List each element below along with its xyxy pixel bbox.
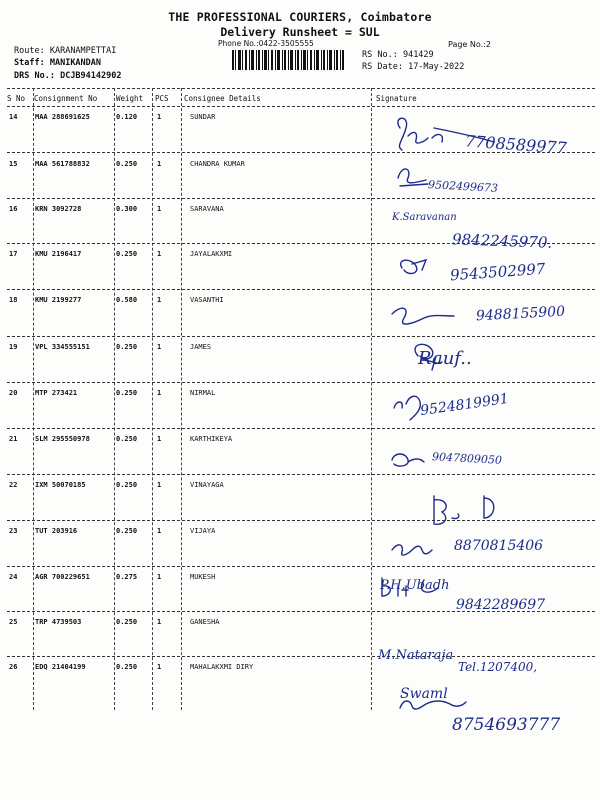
row-consignee: JAYALAKXMI [190,250,233,258]
rs-date-value: 17-May-2022 [408,62,465,72]
drs-label: DRS No.: [14,71,55,81]
row-consignee: SARAVANA [190,205,224,213]
col-weight: Weight [116,94,144,103]
signature-phone-21: 9047809050 [431,450,503,467]
row-consignee: KARTHIKEYA [190,435,233,443]
page-number: Page No.:2 [448,40,491,49]
row-consignee: CHANDRA KUMAR [190,160,245,168]
row-pcs: 1 [157,160,162,168]
row-sno: 26 [9,663,18,671]
col-consignment: Consignment No [34,94,98,103]
signature-tel-26: Tel.1207400, [458,660,538,674]
signature-name-24: P.H.Ubadh [380,578,450,593]
rs-no-line [362,50,434,60]
row-consignment-no: MAA 561788832 [35,160,90,168]
row-weight: 0.250 [116,389,138,397]
row-consignment-no: KMU 2199277 [35,296,82,304]
row-sno: 16 [9,205,18,213]
col-consignee: Consignee Details [184,94,261,103]
signature-phone-20: 9524819991 [419,390,510,420]
row-pcs: 1 [157,481,162,489]
row-consignment-no: KRN 3092728 [35,205,82,213]
col-sep [181,88,182,710]
table-header-rule [7,106,595,107]
row-consignment-no: KMU 2196417 [35,250,82,258]
signature-phone-14: 7708589977 [464,131,568,158]
rs-no-label: RS No.: [362,50,398,60]
table-top-rule [7,88,595,89]
row-weight: 0.250 [116,250,138,258]
row-consignee: VIJAYA [190,527,216,535]
row-weight: 0.250 [116,618,138,626]
row-pcs: 1 [157,573,162,581]
col-sep [152,88,153,710]
row-pcs: 1 [157,527,162,535]
row-pcs: 1 [157,113,162,121]
signature-phone-23: 8870815406 [454,538,544,554]
col-signature: Signature [376,94,417,103]
row-consignment-no: EDQ 21404199 [35,663,86,671]
row-pcs: 1 [157,205,162,213]
row-consignment-no: MTP 273421 [35,389,78,397]
col-sep [33,88,34,710]
row-consignment-no: SLM 295550978 [35,435,90,443]
row-consignee: NIRMAL [190,389,216,397]
signature-phone-16: 9842245970. [451,230,553,252]
signature-phone-24: 9842289697 [456,597,546,613]
row-consignment-no: MAA 288691625 [35,113,90,121]
row-weight: 0.250 [116,481,138,489]
row-consignee: VASANTHI [190,296,224,304]
rs-no-value: 941429 [402,50,434,60]
row-sno: 22 [9,481,18,489]
row-consignment-no: TUT 203916 [35,527,78,535]
row-weight: 0.300 [116,205,138,213]
row-sno: 24 [9,573,18,581]
row-consignee: JAMES [190,343,212,351]
row-consignee: GANESHA [190,618,220,626]
phone-number: Phone No.:0422-3505555 [218,39,314,48]
col-sep [114,88,115,710]
staff-line [14,58,101,68]
staff-label: Staff: [14,58,45,68]
row-sno: 14 [9,113,18,121]
drs-line [14,71,122,81]
row-consignee: SUNDAR [190,113,216,121]
row-weight: 0.250 [116,435,138,443]
row-weight: 0.580 [116,296,138,304]
row-pcs: 1 [157,663,162,671]
row-pcs: 1 [157,389,162,397]
row-sno: 19 [9,343,18,351]
signature-phone-17: 9543502997 [449,259,546,285]
row-sno: 25 [9,618,18,626]
row-weight: 0.120 [116,113,138,121]
row-sno: 17 [9,250,18,258]
row-consignee: MUKESH [190,573,216,581]
signature-phone-18: 9488155900 [475,303,566,325]
row-sno: 21 [9,435,18,443]
document-title: THE PROFESSIONAL COURIERS, Coimbatore [168,10,432,24]
row-consignee: MAHALAKXMI DIRY [190,663,254,671]
signature-name-26: M.Nataraja [378,648,454,663]
rs-date-line [362,62,464,72]
signature-name-16: K.Saravanan [392,212,457,223]
row-consignee: VINAYAGA [190,481,224,489]
signature-phone-15: 9502499673 [427,178,499,195]
row-consignment-no: AGR 700229651 [35,573,90,581]
row-pcs: 1 [157,618,162,626]
rs-date-label: RS Date: [362,62,403,72]
row-sno: 20 [9,389,18,397]
signatures-layer [372,108,598,728]
route-label: Route: [14,46,45,56]
row-pcs: 1 [157,343,162,351]
signature-19: Rauf.. [418,348,472,369]
row-sno: 15 [9,160,18,168]
row-weight: 0.250 [116,343,138,351]
row-weight: 0.250 [116,527,138,535]
signature-name2-26: Swaml [400,686,448,702]
staff-value: MANIKANDAN [49,58,102,68]
row-weight: 0.250 [116,160,138,168]
row-weight: 0.250 [116,663,138,671]
row-pcs: 1 [157,250,162,258]
document-subtitle: Delivery Runsheet = SUL [220,25,380,39]
col-pcs: PCS [155,94,169,103]
row-consignment-no: TRP 4739503 [35,618,82,626]
row-pcs: 1 [157,296,162,304]
row-weight: 0.275 [116,573,138,581]
signature-phone-26: 8754693777 [452,715,561,735]
row-consignment-no: VPL 334555151 [35,343,90,351]
row-pcs: 1 [157,435,162,443]
drs-value: DCJB94142902 [60,71,122,81]
col-sno: S No [7,94,26,103]
route-value: KARANAMPETTAI [49,46,117,56]
row-sno: 23 [9,527,18,535]
row-sno: 18 [9,296,18,304]
barcode [232,50,344,70]
route-line [14,46,116,56]
row-consignment-no: IXM 50070185 [35,481,86,489]
